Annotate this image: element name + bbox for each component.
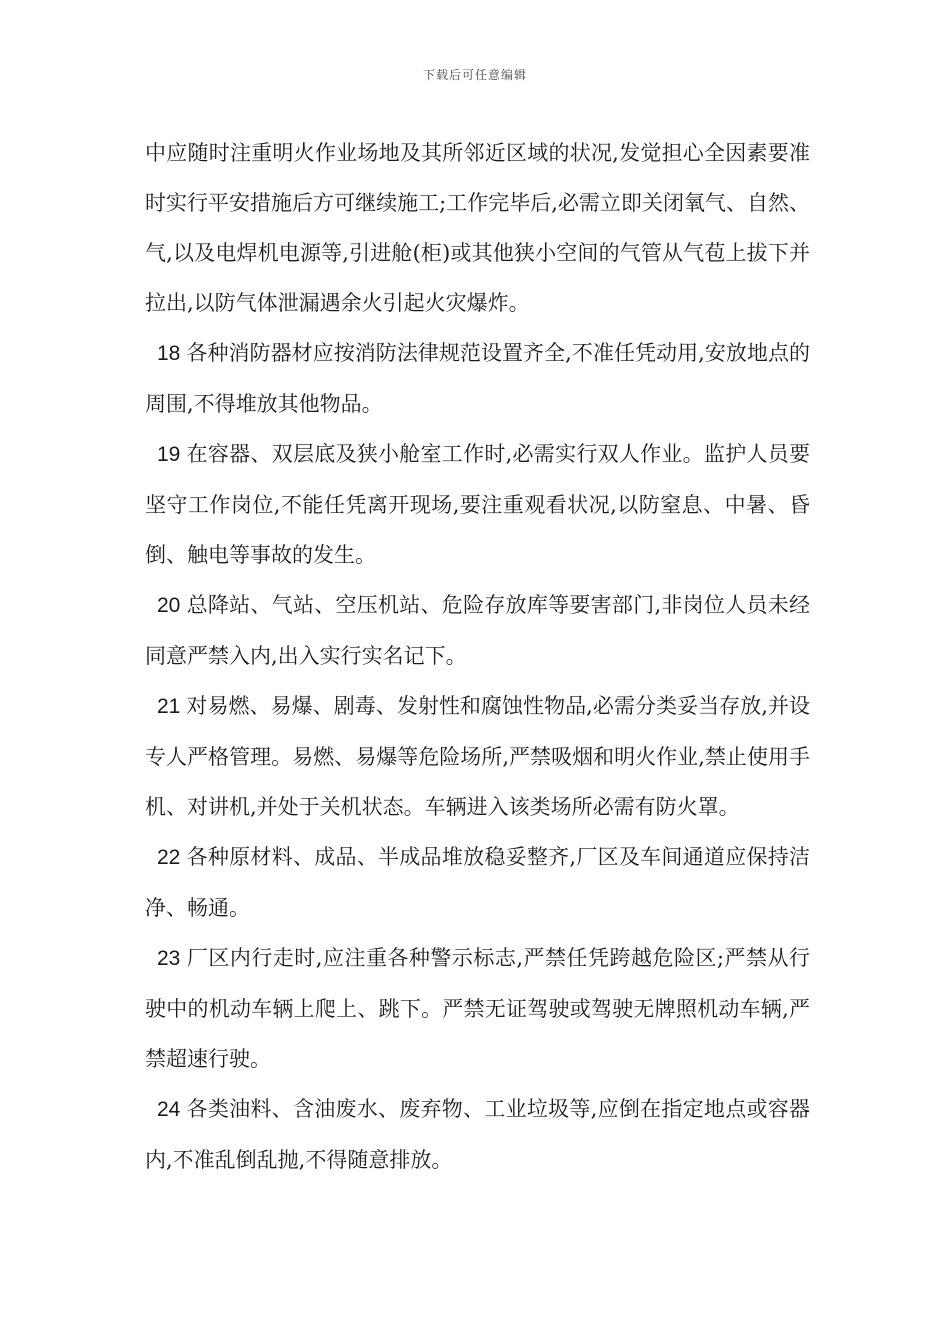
paragraph-text: 总降站、气站、空压机站、危险存放库等要害部门,非岗位人员未经同意严禁入内,出入实行实名记下。 [145,593,810,668]
paragraph-19 [145,429,810,580]
paragraph-23 [145,933,810,1084]
paragraph-number: 20 [157,594,181,617]
page-header: 下载后可任意编辑 [422,68,527,82]
paragraph-24 [145,1084,810,1185]
paragraph-number: 22 [157,846,181,869]
paragraph-18 [145,328,810,429]
paragraph-text: 厂区内行走时,应注重各种警示标志,严禁任凭跨越危险区;严禁从行驶中的机动车辆上爬上、跳下。严禁无证驾驶或驾驶无牌照机动车辆,严禁超速行驶。 [145,946,810,1071]
paragraph-text: 各种消防器材应按消防法律规范设置齐全,不准任凭动用,安放地点的周围,不得堆放其他物品。 [145,341,810,416]
paragraph-number: 23 [157,947,181,970]
paragraph-number: 24 [157,1098,181,1121]
paragraph-text: 各类油料、含油废水、废弃物、工业垃圾等,应倒在指定地点或容器内,不准乱倒乱抛,不得随意排放。 [145,1097,810,1172]
paragraph-number: 18 [157,342,181,365]
paragraph-text: 中应随时注重明火作业场地及其所邻近区域的状况,发觉担心全因素要准时实行平安措施后方可继续施工;工作完毕后,必需立即关闭氧气、自然、气,以及电焊机电源等,引进舱(柜)或其他狭小空间的气管从气苞上拔下并拉出,以防气体泄漏遇余火引起火灾爆炸。 [145,141,810,315]
paragraph-text: 在容器、双层底及狭小舱室工作时,必需实行双人作业。监护人员要坚守工作岗位,不能任凭离开现场,要注重观看状况,以防窒息、中暑、昏倒、触电等事故的发生。 [145,442,810,567]
paragraph-22 [145,832,810,933]
document-body [145,128,810,1185]
paragraph-20 [145,580,810,681]
paragraph-number: 21 [157,695,181,718]
paragraph-21 [145,681,810,832]
paragraph-text: 对易燃、易爆、剧毒、发射性和腐蚀性物品,必需分类妥当存放,并设专人严格管理。易燃、易爆等危险场所,严禁吸烟和明火作业,禁止使用手机、对讲机,并处于关机状态。车辆进入该类场所必需有防火罩。 [145,694,810,819]
paragraph-continuation [145,128,810,328]
paragraph-text: 各种原材料、成品、半成品堆放稳妥整齐,厂区及车间通道应保持洁净、畅通。 [145,845,810,920]
paragraph-number: 19 [157,443,181,466]
